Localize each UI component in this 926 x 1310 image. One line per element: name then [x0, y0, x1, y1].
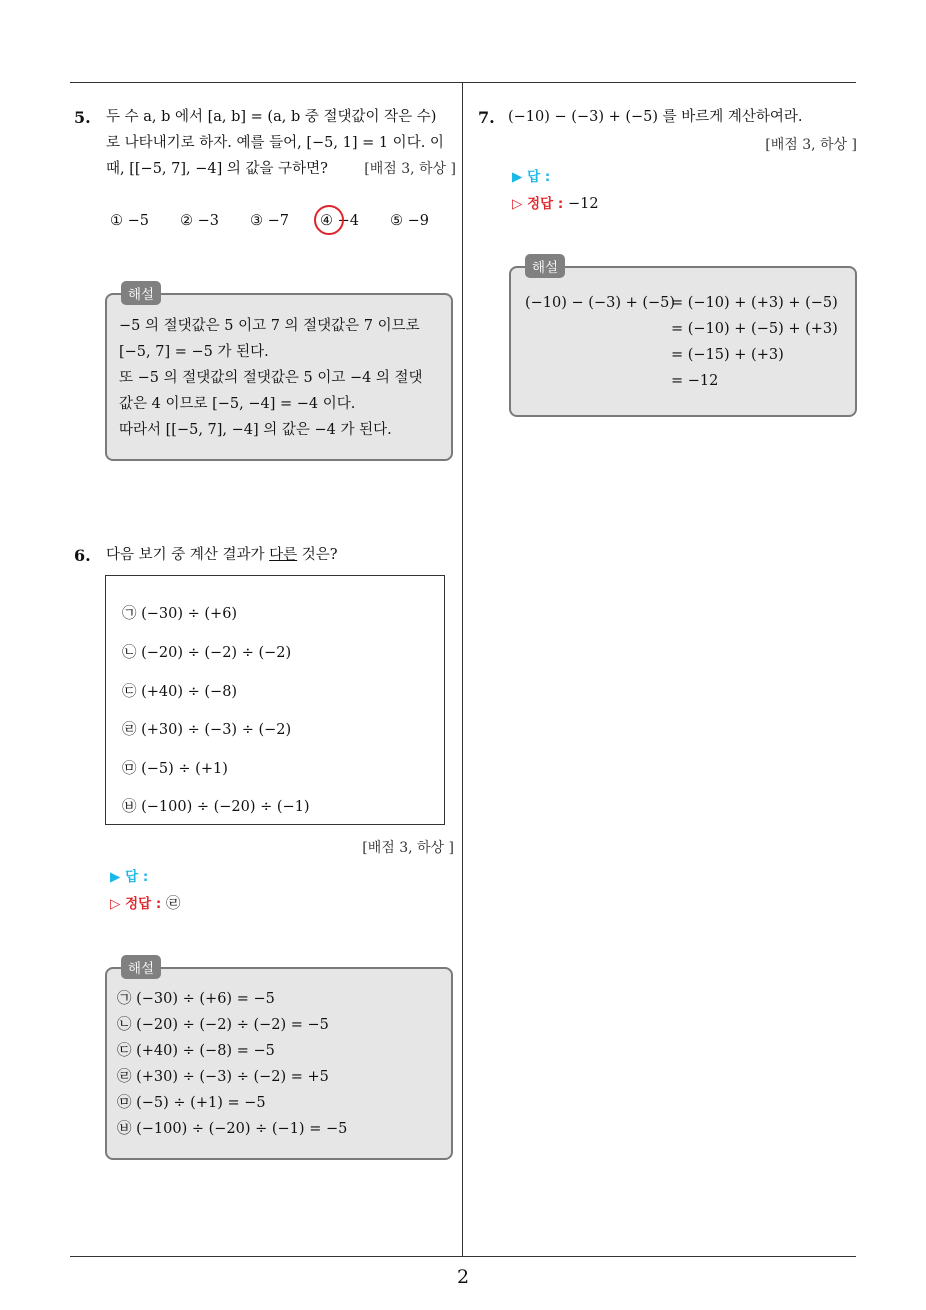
q6-box-item-5: ㉤ (−5) ÷ (+1) [122, 761, 228, 777]
q5-solution-line-3: 또 −5 의 절댓값의 절댓값은 5 이고 −4 의 절댓 [119, 370, 423, 386]
q6-box-item-2: ㉡ (−20) ÷ (−2) ÷ (−2) [122, 645, 292, 661]
q6-text-underlined: 다른 [269, 547, 298, 563]
q5-choices [110, 213, 460, 229]
q6-solution-line-1: ㉠ (−30) ÷ (+6) = −5 [117, 991, 275, 1007]
q5-choice-1[interactable]: ① −5 [110, 213, 149, 229]
q7-solution-tag: 해설 [525, 254, 565, 278]
q5-choice-4-label: ④ −4 [320, 213, 359, 229]
q6-box-item-3: ㉢ (+40) ÷ (−8) [122, 684, 238, 700]
q5-choice-5[interactable]: ⑤ −9 [390, 213, 429, 229]
q5-line-3-text: 때, [[−5, 7], −4] 의 값을 구하면? [106, 161, 328, 177]
q7-correct-value: −12 [567, 196, 599, 212]
q7-answer-line[interactable]: ▶ 답 : [512, 169, 551, 185]
q7-correct-line [512, 192, 599, 212]
bottom-rule [70, 1256, 856, 1257]
q5-choice-3[interactable]: ③ −7 [250, 213, 289, 229]
q5-solution-box [105, 287, 453, 461]
q5-solution-line-2: [−5, 7] = −5 가 된다. [119, 344, 269, 360]
q6-text-before: 다음 보기 중 계산 결과가 [106, 547, 270, 563]
q6-solution-line-6: ㉥ (−100) ÷ (−20) ÷ (−1) = −5 [117, 1121, 348, 1137]
q6-text-after: 것은? [297, 547, 338, 563]
column-divider [462, 82, 463, 1256]
page-number: 2 [456, 1266, 470, 1288]
q6-answer-line[interactable]: ▶ 답 : [110, 869, 149, 885]
q6-text [106, 542, 338, 568]
q6-solution-tag: 해설 [121, 955, 161, 979]
q7-solution-step-3: = (−15) + (+3) [671, 347, 784, 363]
q5-solution-line-5: 따라서 [[−5, 7], −4] 의 값은 −4 가 된다. [119, 422, 392, 438]
q5-solution-tag: 해설 [121, 281, 161, 305]
q6-box-item-6: ㉥ (−100) ÷ (−20) ÷ (−1) [122, 799, 310, 815]
q5-choice-2[interactable]: ② −3 [180, 213, 219, 229]
q7-solution-box [509, 260, 857, 417]
q5-number: 5. [74, 108, 91, 127]
q6-correct-value: ㉣ [165, 896, 181, 912]
q7-meta: [배점 3, 하상 ] [765, 137, 857, 153]
q7-text: (−10) − (−3) + (−5) 를 바르게 계산하여라. [508, 109, 803, 125]
q5-solution-line-1: −5 의 절댓값은 5 이고 7 의 절댓값은 7 이므로 [119, 318, 420, 334]
q6-box-item-4: ㉣ (+30) ÷ (−3) ÷ (−2) [122, 722, 292, 738]
q7-solution-lhs: (−10) − (−3) + (−5) [525, 295, 676, 311]
q6-meta: [배점 3, 하상 ] [362, 840, 454, 856]
q7-solution-step-1: = (−10) + (+3) + (−5) [671, 295, 838, 311]
q6-solution-line-4: ㉣ (+30) ÷ (−3) ÷ (−2) = +5 [117, 1069, 329, 1085]
q6-solution-line-5: ㉤ (−5) ÷ (+1) = −5 [117, 1095, 266, 1111]
q5-line-1: 두 수 a, b 에서 [a, b] = (a, b 중 절댓값이 작은 수) [106, 109, 437, 125]
q6-correct-label: ▷ 정답 : [110, 896, 162, 912]
q6-number: 6. [74, 546, 91, 565]
q6-correct-line [110, 892, 180, 913]
q6-box-item-1: ㉠ (−30) ÷ (+6) [122, 606, 238, 622]
q5-choice-4[interactable] [320, 213, 390, 229]
q6-solution-line-2: ㉡ (−20) ÷ (−2) ÷ (−2) = −5 [117, 1017, 329, 1033]
q6-choice-box [105, 575, 445, 825]
top-rule [70, 82, 856, 83]
q5-line-3 [106, 156, 456, 182]
q5-solution-line-4: 값은 4 이므로 [−5, −4] = −4 이다. [119, 396, 356, 412]
q7-solution-step-2: = (−10) + (−5) + (+3) [671, 321, 838, 337]
q7-number: 7. [478, 108, 495, 127]
q5-meta: [배점 3, 하상 ] [364, 161, 456, 177]
q6-solution-box [105, 961, 453, 1160]
selected-circle-mark [314, 205, 344, 235]
q6-solution-line-3: ㉢ (+40) ÷ (−8) = −5 [117, 1043, 275, 1059]
q5-solution-body [119, 313, 441, 443]
q5-text [106, 104, 456, 182]
q7-correct-label: ▷ 정답 : [512, 196, 564, 212]
q6-solution-body [117, 986, 441, 1142]
q5-line-2: 로 나타내기로 하자. 예를 들어, [−5, 1] = 1 이다. 이 [106, 135, 444, 151]
q7-solution-step-4: = −12 [671, 373, 719, 389]
